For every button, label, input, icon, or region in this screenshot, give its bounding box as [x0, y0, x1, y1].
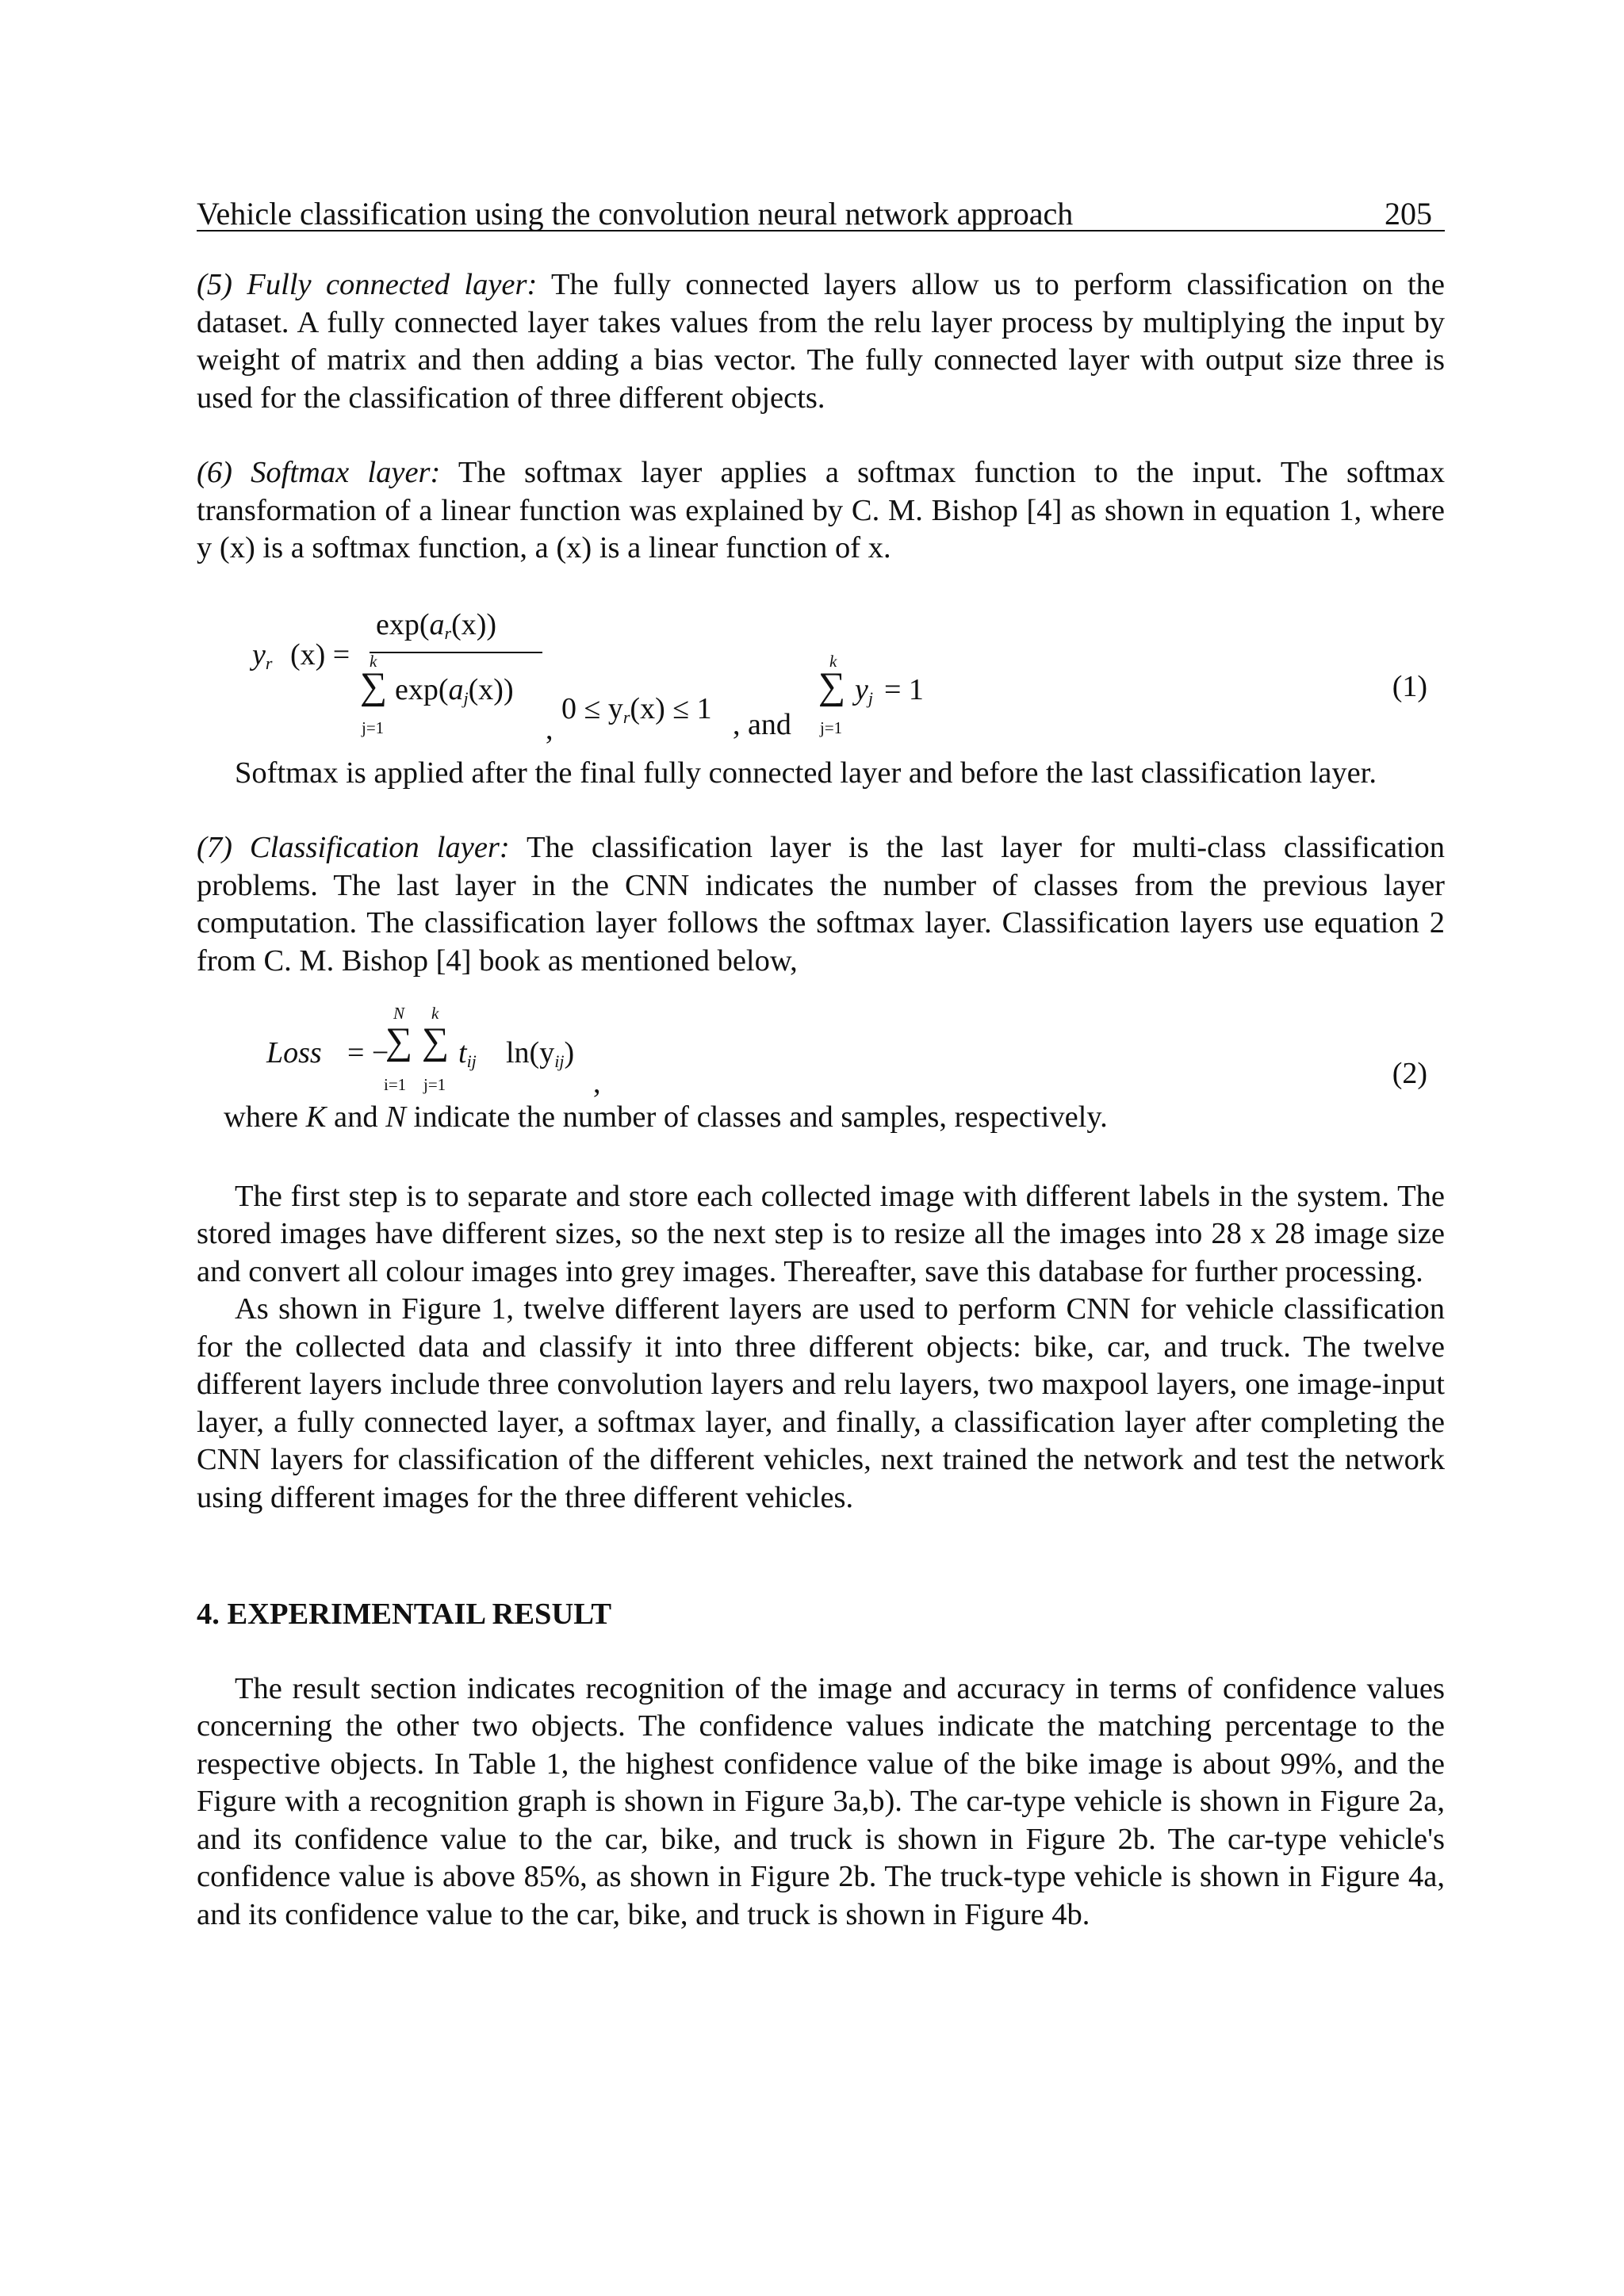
eq2-ln: $\ln(y_{ij})$ — [506, 1036, 575, 1071]
eq2-sum-bottom-j: j=1 — [423, 1075, 446, 1094]
eq2-lhs: Loss — [266, 1036, 322, 1070]
sum-icon: ∑ — [422, 1020, 450, 1062]
eq1-sum-top: k — [370, 651, 377, 671]
paragraph-lead: (6) Softmax layer: — [197, 456, 441, 489]
equation-1 — [197, 585, 1445, 744]
paragraph-result: The result section indicates recognition of the image and accuracy in terms of confidence values concerning the other two objects. The confidence values indicate the matching percentage to the respective objects. In Table 1, the highest confidence value of the bike image is about 99%, and the Figure with a recognition graph is shown in Figure 3a,b). The car-type vehicle is shown in Figure 2a, and its confidence value to the car, bike, and truck is shown in Figure 2b. The car-type vehicle's confidence value is above 85%, as shown in Figure 2b. The truck-type vehicle is shown in Figure 4a, and its confidence value to the car, bike, and truck is shown in Figure 4b. — [197, 1671, 1445, 1931]
running-header — [197, 193, 1445, 235]
paragraph-body: The fully connected layers allow us to perform classification on the dataset. A fully connected layer takes values from the relu layer process by multiplying the input by weight of matrix and then adding a bias vector. The fully connected layer with output size three is used for the classification of three different objects. — [197, 268, 1445, 415]
eq1-lhs-arg: (x) = — [290, 637, 350, 672]
softmax-note: Softmax is applied after the final fully connected layer and before the last classification layer. — [235, 756, 1377, 790]
eq2-equals: = − — [347, 1036, 389, 1070]
eq1-denominator: $\exp(a_j(x))$ — [395, 672, 514, 708]
eq2-sum-top-n: N — [393, 1004, 405, 1023]
eq2-sum-top-k: k — [431, 1004, 439, 1023]
paragraph-steps: The first step is to separate and store each collected image with different labels in the system. The stored images have different sizes, so the next step is to resize all the images into 28 x 28 image size and convert all colour images into grey images. Thereafter, save this database for further processing. — [197, 1179, 1445, 1288]
paragraph-lead: (7) Classification layer: — [197, 831, 510, 864]
paragraph-body: The classification layer is the last layer for multi-class classification problems. The last layer in the CNN indicates the number of classes from the previous layer computation. The classification layer follows the softmax layer. Classification layers use equation 2 from C. M. Bishop [4] book as mentioned below, — [197, 831, 1445, 978]
paragraph-figure: As shown in Figure 1, twelve different layers are used to perform CNN for vehicle classification for the collected data and classify it into three different objects: bike, car, and truck. The twelve different layers include three convolution layers and relu layers, two maxpool layers, one image-input layer, a fully connected layer, a softmax layer, and finally, a classification layer after completing the CNN layers for classification of the different vehicles, next trained the network and test the network using different images for the three different vehicles. — [197, 1292, 1445, 1514]
sum-icon: ∑ — [360, 664, 388, 707]
header-title: Vehicle classification using the convolution neural network approach — [197, 196, 1074, 232]
eq1-and: , and — [733, 707, 791, 741]
paragraph-lead: (5) Fully connected layer: — [197, 268, 538, 301]
page — [197, 193, 1445, 1934]
eq1-lhs: $y_r$ — [252, 637, 273, 673]
eq1-fraction-bar — [370, 652, 542, 653]
eq1-sum2-top: k — [829, 651, 837, 671]
eq1-numerator: $\exp(a_r(x))$ — [376, 607, 497, 643]
paragraph-softmax — [197, 454, 1445, 568]
sum-icon: ∑ — [818, 664, 846, 707]
page-number: 205 — [1385, 196, 1432, 232]
equation-number: (1) — [1392, 669, 1427, 703]
eq1-sum2-body: $y_j = 1$ — [855, 672, 924, 708]
paragraph-fully-connected — [197, 266, 1445, 417]
equation-number: (2) — [1392, 1057, 1427, 1090]
eq2-sum-bottom-i: i=1 — [384, 1075, 407, 1094]
eq2-comma: , — [593, 1066, 601, 1100]
paragraph-classification — [197, 829, 1445, 980]
section-heading: 4. EXPERIMENTAIL RESULT — [197, 1598, 612, 1631]
sum-icon: ∑ — [385, 1020, 413, 1062]
where-line: where K and N indicate the number of classes and samples, respectively. — [224, 1100, 1108, 1134]
eq1-sum2-bottom: j=1 — [820, 718, 843, 737]
eq2-t: $t_{ij}$ — [458, 1036, 477, 1071]
equation-2 — [197, 1004, 1445, 1107]
eq1-comma: , — [546, 712, 553, 746]
eq1-condition: $0 \le y_r(x) \le 1$ — [561, 691, 712, 727]
paragraph-body: The softmax layer applies a softmax function to the input. The softmax transformation of a linear function was explained by C. M. Bishop [4] as shown in equation 1, where y (x) is a softmax function, a (x) is a linear function of x. — [197, 456, 1446, 564]
eq1-sum-bottom: j=1 — [362, 718, 385, 737]
